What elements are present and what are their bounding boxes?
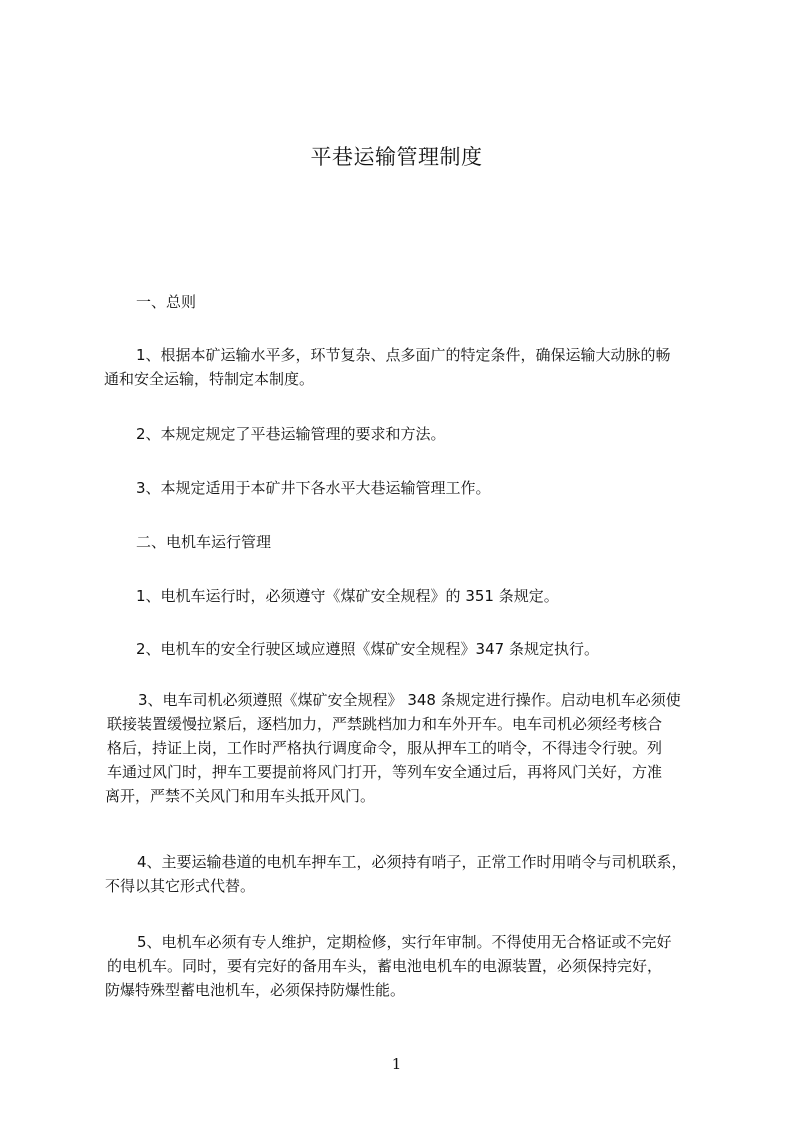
paragraph-line: 防爆特殊型蓄电池机车，必须保持防爆性能。 [105,981,406,999]
paragraph-line: 4、主要运输巷道的电机车押车工，必须持有哨子，正常工作时用哨令与司机联系， [137,853,687,871]
paragraph-line: 车通过风门时，押车工要提前将风门打开，等列车安全通过后，再将风门关好，方准 [107,763,663,781]
heading-text: 一、总则 [136,293,197,311]
paragraph-line: 联接装置缓慢拉紧后，逐档加力，严禁跳档加力和车外开车。电车司机必须经考核合 [107,715,663,733]
paragraph-line: 的电机车。同时，要有完好的备用车头，蓄电池电机车的电源装置，必须保持完好， [107,957,663,975]
page-number: 1 [391,1055,402,1073]
paragraph-general-1 [104,343,671,391]
paragraph-line: 2、本规定规定了平巷运输管理的要求和方法。 [136,425,446,443]
paragraph-line: 3、电车司机必须遵照《煤矿安全规程》 348 条规定进行操作。启动电机车必须使 [138,691,681,709]
paragraph-line: 通和安全运输，特制定本制度。 [104,370,315,388]
paragraph-line: 3、本规定适用于本矿井下各水平大巷运输管理工作。 [136,479,491,497]
paragraph-line: 1、根据本矿运输水平多，环节复杂、点多面广的特定条件，确保运输大动脉的畅 [136,346,671,364]
paragraph-locomotive-5 [105,930,672,1002]
paragraph-locomotive-2 [136,637,599,661]
paragraph-general-3 [136,476,491,500]
paragraph-line: 离开，严禁不关风门和用车头抵开风门。 [105,787,376,805]
paragraph-locomotive-3 [107,688,681,808]
heading-text: 二、电机车运行管理 [136,533,272,551]
paragraph-line: 5、电机车必须有专人维护，定期检修，实行年审制。不得使用无合格证或不完好 [137,933,672,951]
paragraph-line: 2、电机车的安全行驶区域应遵照《煤矿安全规程》347 条规定执行。 [136,640,599,658]
paragraph-line: 格后，持证上岗，工作时严格执行调度命令，服从押车工的哨令，不得违令行驶。列 [107,739,663,757]
section-heading-locomotive [136,530,271,554]
paragraph-general-2 [136,422,446,446]
section-heading-general [136,290,196,314]
document-title: 平巷运输管理制度 [310,145,483,169]
paragraph-line: 不得以其它形式代替。 [105,877,256,895]
paragraph-locomotive-4 [105,850,687,898]
paragraph-locomotive-1 [136,584,559,608]
paragraph-line: 1、电机车运行时，必须遵守《煤矿安全规程》的 351 条规定。 [136,587,559,605]
